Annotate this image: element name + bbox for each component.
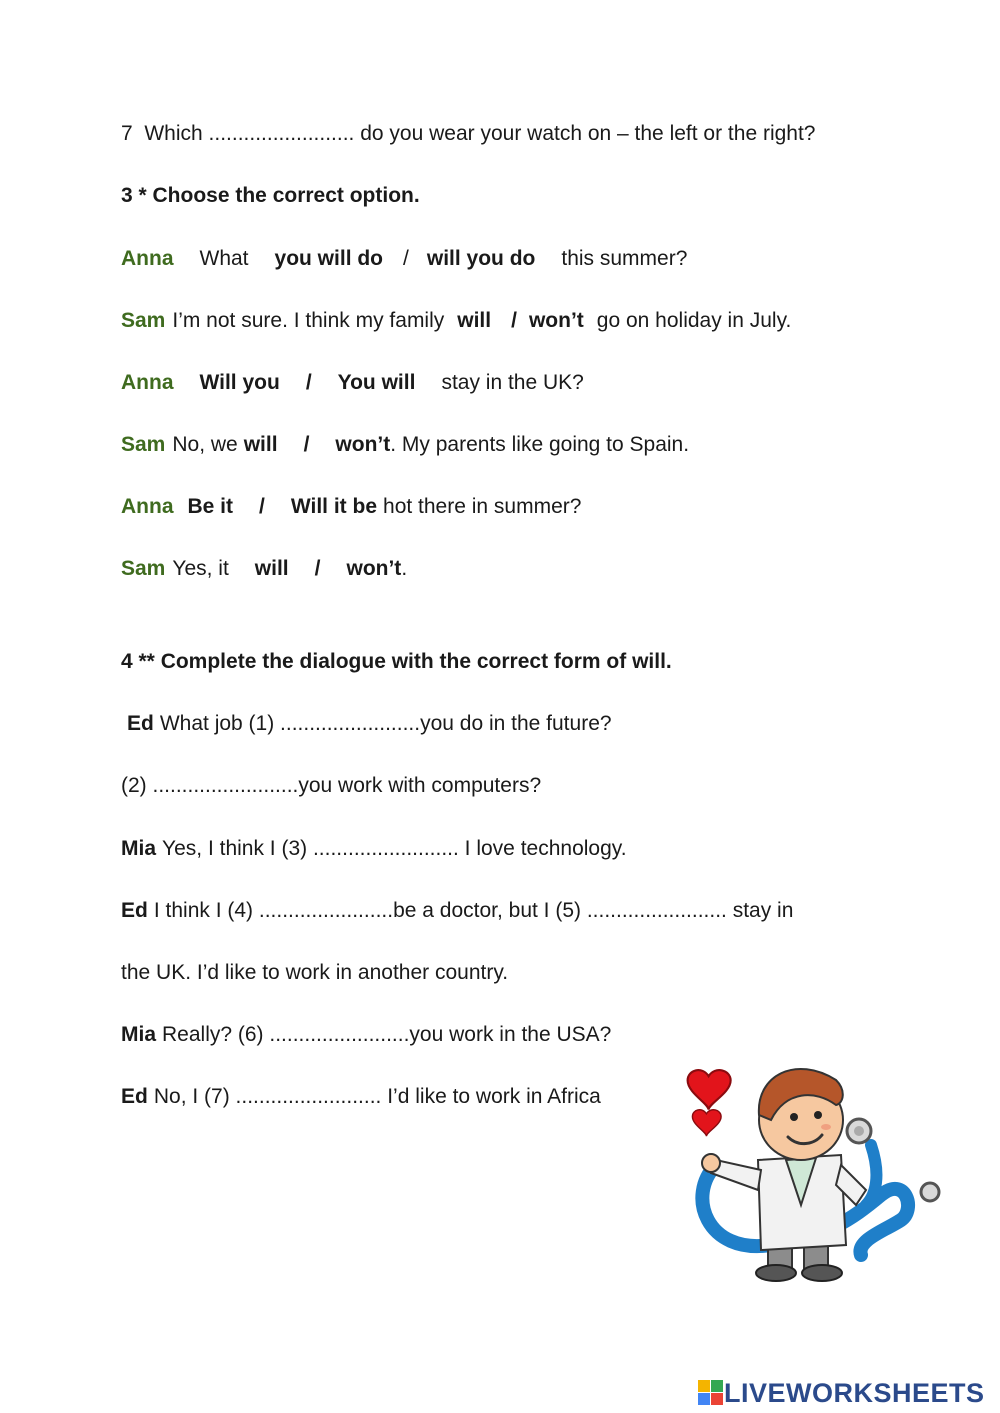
- option-b[interactable]: You will: [337, 371, 416, 394]
- option-a[interactable]: Be it: [187, 495, 234, 518]
- option-b[interactable]: will you do: [426, 247, 536, 270]
- dialogue-text: the UK. I’d like to work in another country.: [121, 961, 509, 984]
- dialogue-text: Really? (6) ........................you work in the USA?: [162, 1023, 612, 1046]
- speaker-sam: Sam: [121, 433, 166, 456]
- option-separator: /: [259, 495, 265, 518]
- ex4-line-5: [121, 960, 508, 986]
- speaker-anna: Anna: [121, 247, 174, 270]
- dialogue-text: What job (1) ........................you do in the future?: [159, 712, 612, 735]
- dialogue-text: Yes, I think I (3) ......................... I love technology.: [162, 837, 627, 860]
- ex4-line-4: [121, 898, 793, 924]
- option-separator: /: [305, 371, 312, 394]
- option-a[interactable]: will: [457, 309, 492, 332]
- liveworksheets-logo-icon: [698, 1380, 724, 1406]
- option-b[interactable]: Will it be: [290, 495, 378, 518]
- question-text: stay in the UK?: [441, 371, 584, 394]
- option-separator: /: [511, 309, 517, 332]
- logo-text: LIVEWORKSHEETS: [724, 1377, 985, 1408]
- ex3-line-6: [121, 556, 407, 582]
- speaker-ed: Ed: [127, 712, 154, 735]
- question-text: hot there in summer?: [383, 495, 582, 518]
- ex4-line-3: [121, 836, 627, 862]
- option-separator: /: [403, 247, 409, 270]
- sentence-text: No, we: [172, 433, 238, 456]
- dialogue-text: I think I (4) .......................be a doctor, but I (5) ........................ stay in: [153, 899, 794, 922]
- speaker-sam: Sam: [121, 309, 166, 332]
- exercise-4-heading: 4 ** Complete the dialogue with the correct form of will.: [121, 650, 672, 673]
- option-a[interactable]: Will you: [199, 371, 280, 394]
- doctor-illustration: [676, 1045, 946, 1285]
- option-b[interactable]: won’t: [346, 557, 402, 580]
- sentence-text: I’m not sure. I think my family: [172, 309, 445, 332]
- sentence-text: Yes, it: [172, 557, 229, 580]
- ex4-line-7: [121, 1084, 601, 1110]
- dialogue-text: (2) .........................you work with computers?: [121, 774, 542, 797]
- heart-icon: [692, 1110, 721, 1136]
- ex4-line-6: [121, 1022, 611, 1048]
- speaker-sam: Sam: [121, 557, 166, 580]
- speaker-mia: Mia: [121, 837, 157, 860]
- option-a[interactable]: you will do: [274, 247, 384, 270]
- ex3-line-5: [121, 494, 581, 520]
- option-b[interactable]: won’t: [528, 309, 584, 332]
- sentence-text: go on holiday in July.: [596, 309, 792, 332]
- question-7: 7 Which ......................... do you wear your watch on – the left or the right?: [121, 122, 816, 145]
- option-separator: /: [314, 557, 321, 580]
- option-b[interactable]: won’t: [335, 433, 391, 456]
- ex3-line-4: [121, 432, 689, 458]
- question-text: What: [199, 247, 249, 270]
- ex3-line-3: [121, 370, 584, 396]
- ex3-line-2: [121, 308, 791, 334]
- option-a[interactable]: will: [243, 433, 278, 456]
- liveworksheets-logo[interactable]: [698, 1375, 985, 1411]
- option-a[interactable]: will: [254, 557, 289, 580]
- speaker-anna: Anna: [121, 495, 174, 518]
- option-separator: /: [303, 433, 310, 456]
- ex3-line-1: [121, 246, 687, 272]
- exercise-3-heading: 3 * Choose the correct option.: [121, 184, 420, 207]
- ex4-line-2: [121, 773, 541, 799]
- speaker-mia: Mia: [121, 1023, 157, 1046]
- heart-icon: [688, 1070, 731, 1110]
- speaker-anna: Anna: [121, 371, 174, 394]
- speaker-ed: Ed: [121, 899, 148, 922]
- sentence-text: .: [401, 557, 408, 580]
- question-text: this summer?: [561, 247, 688, 270]
- ex4-line-1: [127, 711, 612, 737]
- speaker-ed: Ed: [121, 1085, 148, 1108]
- sentence-text: . My parents like going to Spain.: [390, 433, 690, 456]
- dialogue-text: No, I (7) ......................... I’d like to work in Africa: [153, 1085, 601, 1108]
